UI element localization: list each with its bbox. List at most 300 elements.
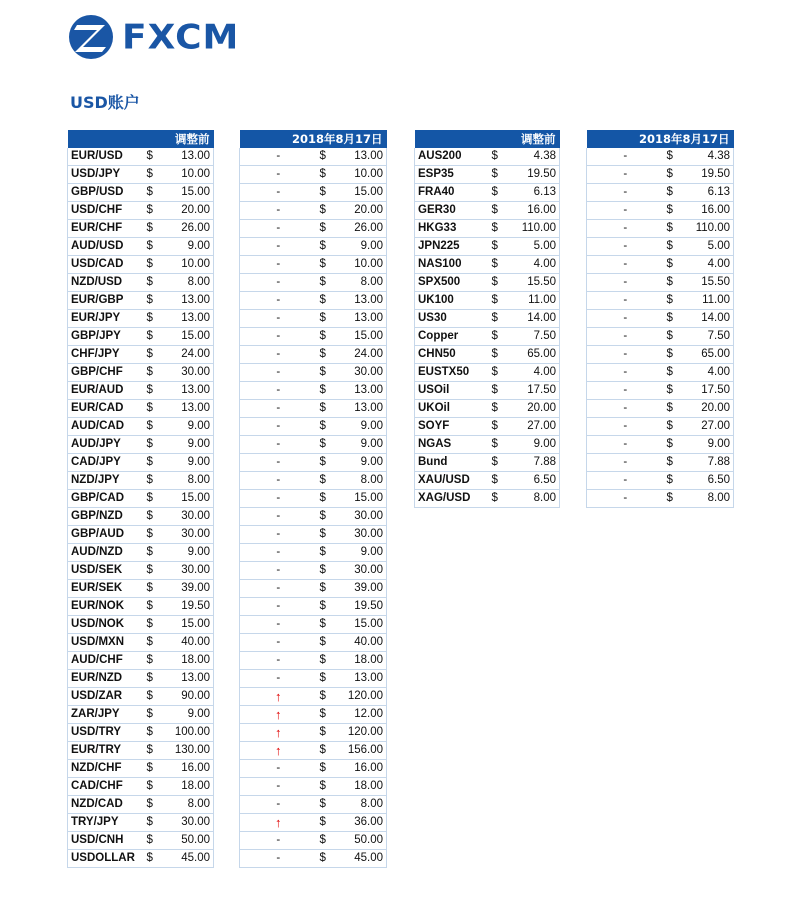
currency-symbol: $ — [664, 436, 678, 454]
instrument-name: FRA40 — [415, 184, 489, 202]
instrument-name: AUD/CAD — [68, 418, 144, 436]
currency-symbol: $ — [317, 166, 331, 184]
table-row — [68, 490, 214, 508]
currency-symbol: $ — [317, 382, 331, 400]
currency-symbol: $ — [489, 346, 503, 364]
instrument-name: EUR/CHF — [68, 220, 144, 238]
table-row — [415, 346, 560, 364]
table-row — [68, 256, 214, 274]
instrument-name: Copper — [415, 328, 489, 346]
fxcm-logo-mark-icon — [66, 14, 116, 60]
table-row — [415, 436, 560, 454]
column-header: 调整前 — [415, 130, 560, 148]
account-title: USD账户 — [70, 93, 140, 112]
currency-symbol: $ — [144, 364, 158, 382]
table-row — [240, 364, 387, 382]
cost-value: 19.50 — [678, 166, 734, 184]
cost-value: 12.00 — [331, 706, 387, 724]
cost-value: 36.00 — [331, 814, 387, 832]
instrument-name: Bund — [415, 454, 489, 472]
instrument-name: USD/ZAR — [68, 688, 144, 706]
instrument-name: AUD/USD — [68, 238, 144, 256]
instrument-name: USD/MXN — [68, 634, 144, 652]
table-row — [415, 292, 560, 310]
cost-value: 17.50 — [503, 382, 560, 400]
currency-symbol: $ — [489, 238, 503, 256]
cost-value: 5.00 — [678, 238, 734, 256]
table-row — [240, 850, 387, 868]
currency-symbol: $ — [144, 598, 158, 616]
no-change-mark: - — [240, 634, 317, 652]
currency-symbol: $ — [144, 652, 158, 670]
currency-symbol: $ — [489, 256, 503, 274]
cost-value: 30.00 — [331, 508, 387, 526]
no-change-mark: - — [240, 292, 317, 310]
currency-symbol: $ — [664, 148, 678, 166]
currency-symbol: $ — [489, 184, 503, 202]
instrument-name: USD/CNH — [68, 832, 144, 850]
currency-symbol: $ — [317, 202, 331, 220]
cost-value: 7.88 — [503, 454, 560, 472]
table-row — [68, 472, 214, 490]
table-row — [415, 202, 560, 220]
no-change-mark: - — [587, 238, 664, 256]
no-change-mark: - — [240, 256, 317, 274]
table-row — [68, 418, 214, 436]
table-row — [415, 490, 560, 508]
cost-value: 19.50 — [331, 598, 387, 616]
cost-value: 13.00 — [158, 292, 214, 310]
instrument-name: US30 — [415, 310, 489, 328]
cost-value: 156.00 — [331, 742, 387, 760]
instrument-name: NGAS — [415, 436, 489, 454]
currency-symbol: $ — [144, 400, 158, 418]
currency-symbol: $ — [489, 166, 503, 184]
currency-symbol: $ — [664, 400, 678, 418]
currency-symbol: $ — [317, 796, 331, 814]
cost-value: 4.00 — [678, 364, 734, 382]
currency-symbol: $ — [317, 184, 331, 202]
cost-value: 30.00 — [158, 508, 214, 526]
table-row — [415, 382, 560, 400]
instrument-name: USD/TRY — [68, 724, 144, 742]
cost-value: 16.00 — [503, 202, 560, 220]
cost-value: 9.00 — [678, 436, 734, 454]
currency-symbol: $ — [317, 220, 331, 238]
currency-symbol: $ — [317, 454, 331, 472]
cost-value: 8.00 — [331, 472, 387, 490]
instrument-name: GBP/USD — [68, 184, 144, 202]
table-row — [68, 238, 214, 256]
table-row — [68, 310, 214, 328]
currency-symbol: $ — [489, 274, 503, 292]
table-row — [240, 634, 387, 652]
no-change-mark: - — [587, 220, 664, 238]
currency-symbol: $ — [317, 544, 331, 562]
cost-value: 9.00 — [331, 544, 387, 562]
instrument-name: EUR/NZD — [68, 670, 144, 688]
table-row — [68, 796, 214, 814]
cost-value: 30.00 — [331, 562, 387, 580]
cost-value: 30.00 — [331, 526, 387, 544]
table-row — [68, 400, 214, 418]
currency-symbol: $ — [144, 832, 158, 850]
cost-value: 13.00 — [158, 148, 214, 166]
currency-symbol: $ — [144, 634, 158, 652]
table-row — [415, 364, 560, 382]
table-row — [68, 526, 214, 544]
cost-value: 8.00 — [331, 796, 387, 814]
no-change-mark: - — [240, 238, 317, 256]
table-row — [240, 202, 387, 220]
cost-value: 14.00 — [503, 310, 560, 328]
currency-symbol: $ — [144, 706, 158, 724]
cost-value: 15.00 — [158, 616, 214, 634]
table-row — [240, 472, 387, 490]
currency-symbol: $ — [317, 850, 331, 868]
currency-symbol: $ — [144, 346, 158, 364]
table-row — [68, 580, 214, 598]
cost-value: 9.00 — [331, 436, 387, 454]
no-change-mark: - — [240, 400, 317, 418]
currency-symbol: $ — [317, 724, 331, 742]
table-row — [240, 544, 387, 562]
cost-value: 90.00 — [158, 688, 214, 706]
no-change-mark: - — [587, 472, 664, 490]
cost-value: 13.00 — [158, 310, 214, 328]
fx-after-table — [239, 130, 387, 868]
cost-value: 40.00 — [331, 634, 387, 652]
currency-symbol: $ — [317, 400, 331, 418]
table-row — [68, 292, 214, 310]
cost-value: 6.50 — [503, 472, 560, 490]
instrument-name: GBP/NZD — [68, 508, 144, 526]
cost-value: 6.13 — [503, 184, 560, 202]
fx-before-table — [67, 130, 214, 868]
cost-value: 15.00 — [331, 184, 387, 202]
fxcm-logo-text: FXCM — [122, 17, 240, 57]
cost-value: 18.00 — [158, 652, 214, 670]
currency-symbol: $ — [489, 328, 503, 346]
currency-symbol: $ — [317, 778, 331, 796]
cost-value: 15.00 — [158, 490, 214, 508]
cost-value: 9.00 — [503, 436, 560, 454]
currency-symbol: $ — [317, 670, 331, 688]
currency-symbol: $ — [317, 706, 331, 724]
currency-symbol: $ — [489, 418, 503, 436]
table-row — [415, 454, 560, 472]
instrument-name: USD/CAD — [68, 256, 144, 274]
currency-symbol: $ — [317, 292, 331, 310]
table-row — [68, 832, 214, 850]
cost-value: 9.00 — [158, 418, 214, 436]
instrument-name: AUD/JPY — [68, 436, 144, 454]
currency-symbol: $ — [144, 256, 158, 274]
currency-symbol: $ — [317, 238, 331, 256]
no-change-mark: - — [587, 400, 664, 418]
cfd-before-table — [414, 130, 560, 508]
up-arrow-icon: ↑ — [240, 724, 317, 742]
no-change-mark: - — [240, 274, 317, 292]
table-row — [68, 328, 214, 346]
currency-symbol: $ — [317, 598, 331, 616]
cost-value: 8.00 — [503, 490, 560, 508]
table-row — [68, 220, 214, 238]
currency-symbol: $ — [144, 436, 158, 454]
cost-value: 15.50 — [503, 274, 560, 292]
table-row — [68, 508, 214, 526]
currency-symbol: $ — [664, 202, 678, 220]
table-row — [68, 274, 214, 292]
no-change-mark: - — [240, 454, 317, 472]
instrument-name: GER30 — [415, 202, 489, 220]
cost-value: 100.00 — [158, 724, 214, 742]
cost-value: 16.00 — [678, 202, 734, 220]
table-row — [587, 436, 734, 454]
cost-value: 20.00 — [503, 400, 560, 418]
currency-symbol: $ — [489, 364, 503, 382]
currency-symbol: $ — [144, 796, 158, 814]
cost-value: 9.00 — [158, 544, 214, 562]
currency-symbol: $ — [317, 562, 331, 580]
no-change-mark: - — [587, 148, 664, 166]
cost-value: 39.00 — [331, 580, 387, 598]
table-row — [415, 148, 560, 166]
table-row — [240, 724, 387, 742]
currency-symbol: $ — [317, 634, 331, 652]
currency-symbol: $ — [489, 454, 503, 472]
no-change-mark: - — [240, 472, 317, 490]
table-row — [587, 184, 734, 202]
cost-value: 8.00 — [678, 490, 734, 508]
cost-value: 24.00 — [331, 346, 387, 364]
cost-value: 65.00 — [503, 346, 560, 364]
currency-symbol: $ — [664, 220, 678, 238]
cost-value: 30.00 — [158, 562, 214, 580]
cost-value: 20.00 — [158, 202, 214, 220]
cost-value: 130.00 — [158, 742, 214, 760]
no-change-mark: - — [587, 256, 664, 274]
instrument-name: EUR/NOK — [68, 598, 144, 616]
cfd-after-table — [586, 130, 734, 508]
cost-value: 15.00 — [158, 328, 214, 346]
no-change-mark: - — [587, 418, 664, 436]
cost-value: 10.00 — [331, 166, 387, 184]
currency-symbol: $ — [144, 580, 158, 598]
no-change-mark: - — [240, 364, 317, 382]
instrument-name: USD/CHF — [68, 202, 144, 220]
table-row — [240, 580, 387, 598]
currency-symbol: $ — [664, 184, 678, 202]
no-change-mark: - — [240, 850, 317, 868]
currency-symbol: $ — [317, 418, 331, 436]
table-row — [240, 400, 387, 418]
table-row — [587, 274, 734, 292]
table-row — [240, 454, 387, 472]
table-row — [68, 544, 214, 562]
currency-symbol: $ — [317, 436, 331, 454]
table-row — [68, 346, 214, 364]
no-change-mark: - — [240, 184, 317, 202]
up-arrow-icon: ↑ — [240, 688, 317, 706]
cost-value: 50.00 — [158, 832, 214, 850]
no-change-mark: - — [240, 508, 317, 526]
currency-symbol: $ — [489, 220, 503, 238]
currency-symbol: $ — [664, 472, 678, 490]
cost-value: 14.00 — [678, 310, 734, 328]
currency-symbol: $ — [317, 580, 331, 598]
currency-symbol: $ — [317, 472, 331, 490]
currency-symbol: $ — [144, 670, 158, 688]
cost-value: 6.13 — [678, 184, 734, 202]
cost-value: 15.00 — [331, 328, 387, 346]
instrument-name: AUD/NZD — [68, 544, 144, 562]
cost-value: 19.50 — [158, 598, 214, 616]
cost-value: 13.00 — [158, 670, 214, 688]
cost-value: 10.00 — [331, 256, 387, 274]
cost-value: 4.00 — [678, 256, 734, 274]
table-row — [240, 616, 387, 634]
currency-symbol: $ — [144, 760, 158, 778]
instrument-name: NZD/CAD — [68, 796, 144, 814]
currency-symbol: $ — [664, 364, 678, 382]
table-row — [415, 184, 560, 202]
cost-value: 39.00 — [158, 580, 214, 598]
currency-symbol: $ — [144, 148, 158, 166]
no-change-mark: - — [587, 490, 664, 508]
no-change-mark: - — [587, 346, 664, 364]
no-change-mark: - — [587, 382, 664, 400]
currency-symbol: $ — [144, 526, 158, 544]
table-row — [240, 418, 387, 436]
table-row — [415, 256, 560, 274]
cost-value: 27.00 — [678, 418, 734, 436]
table-row — [415, 328, 560, 346]
currency-symbol: $ — [489, 400, 503, 418]
currency-symbol: $ — [144, 688, 158, 706]
table-row — [240, 238, 387, 256]
no-change-mark: - — [240, 562, 317, 580]
no-change-mark: - — [240, 418, 317, 436]
currency-symbol: $ — [144, 544, 158, 562]
cost-value: 110.00 — [678, 220, 734, 238]
table-header-row — [240, 130, 387, 148]
currency-symbol: $ — [664, 454, 678, 472]
no-change-mark: - — [587, 454, 664, 472]
no-change-mark: - — [587, 328, 664, 346]
instrument-name: ESP35 — [415, 166, 489, 184]
cost-value: 120.00 — [331, 688, 387, 706]
table-row — [587, 292, 734, 310]
table-row — [587, 328, 734, 346]
currency-symbol: $ — [144, 778, 158, 796]
instrument-name: AUD/CHF — [68, 652, 144, 670]
no-change-mark: - — [240, 436, 317, 454]
no-change-mark: - — [240, 598, 317, 616]
instrument-name: GBP/JPY — [68, 328, 144, 346]
table-row — [68, 562, 214, 580]
cost-value: 8.00 — [331, 274, 387, 292]
currency-symbol: $ — [144, 508, 158, 526]
no-change-mark: - — [240, 526, 317, 544]
no-change-mark: - — [240, 202, 317, 220]
no-change-mark: - — [240, 778, 317, 796]
instrument-name: EUR/JPY — [68, 310, 144, 328]
table-row — [68, 742, 214, 760]
no-change-mark: - — [240, 310, 317, 328]
table-row — [587, 256, 734, 274]
cost-value: 17.50 — [678, 382, 734, 400]
currency-symbol: $ — [489, 310, 503, 328]
table-row — [68, 670, 214, 688]
no-change-mark: - — [240, 616, 317, 634]
table-row — [587, 364, 734, 382]
table-row — [415, 472, 560, 490]
cost-value: 19.50 — [503, 166, 560, 184]
currency-symbol: $ — [489, 382, 503, 400]
table-header-row — [68, 130, 214, 148]
no-change-mark: - — [240, 166, 317, 184]
instrument-name: ZAR/JPY — [68, 706, 144, 724]
cost-value: 16.00 — [158, 760, 214, 778]
instrument-name: CAD/JPY — [68, 454, 144, 472]
table-row — [240, 562, 387, 580]
table-row — [240, 274, 387, 292]
table-row — [415, 220, 560, 238]
no-change-mark: - — [240, 328, 317, 346]
table-row — [68, 436, 214, 454]
currency-symbol: $ — [317, 688, 331, 706]
no-change-mark: - — [240, 652, 317, 670]
table-row — [68, 148, 214, 166]
cost-value: 20.00 — [331, 202, 387, 220]
cost-value: 40.00 — [158, 634, 214, 652]
currency-symbol: $ — [144, 292, 158, 310]
currency-symbol: $ — [317, 346, 331, 364]
cost-value: 13.00 — [158, 400, 214, 418]
no-change-mark: - — [587, 202, 664, 220]
table-row — [240, 436, 387, 454]
currency-symbol: $ — [144, 202, 158, 220]
no-change-mark: - — [240, 346, 317, 364]
currency-symbol: $ — [664, 166, 678, 184]
currency-symbol: $ — [317, 742, 331, 760]
currency-symbol: $ — [317, 364, 331, 382]
table-row — [68, 760, 214, 778]
cost-value: 30.00 — [331, 364, 387, 382]
instrument-name: UK100 — [415, 292, 489, 310]
table-row — [587, 238, 734, 256]
instrument-name: NAS100 — [415, 256, 489, 274]
cost-value: 8.00 — [158, 472, 214, 490]
no-change-mark: - — [587, 274, 664, 292]
table-row — [240, 508, 387, 526]
no-change-mark: - — [240, 382, 317, 400]
instrument-name: GBP/CAD — [68, 490, 144, 508]
currency-symbol: $ — [144, 724, 158, 742]
table-row — [68, 778, 214, 796]
currency-symbol: $ — [144, 742, 158, 760]
column-header: 2018年8月17日 — [587, 130, 734, 148]
cost-value: 65.00 — [678, 346, 734, 364]
cost-value: 9.00 — [158, 238, 214, 256]
cost-value: 13.00 — [331, 670, 387, 688]
currency-symbol: $ — [664, 238, 678, 256]
instrument-name: SPX500 — [415, 274, 489, 292]
cost-value: 18.00 — [331, 778, 387, 796]
currency-symbol: $ — [317, 814, 331, 832]
table-row — [415, 274, 560, 292]
